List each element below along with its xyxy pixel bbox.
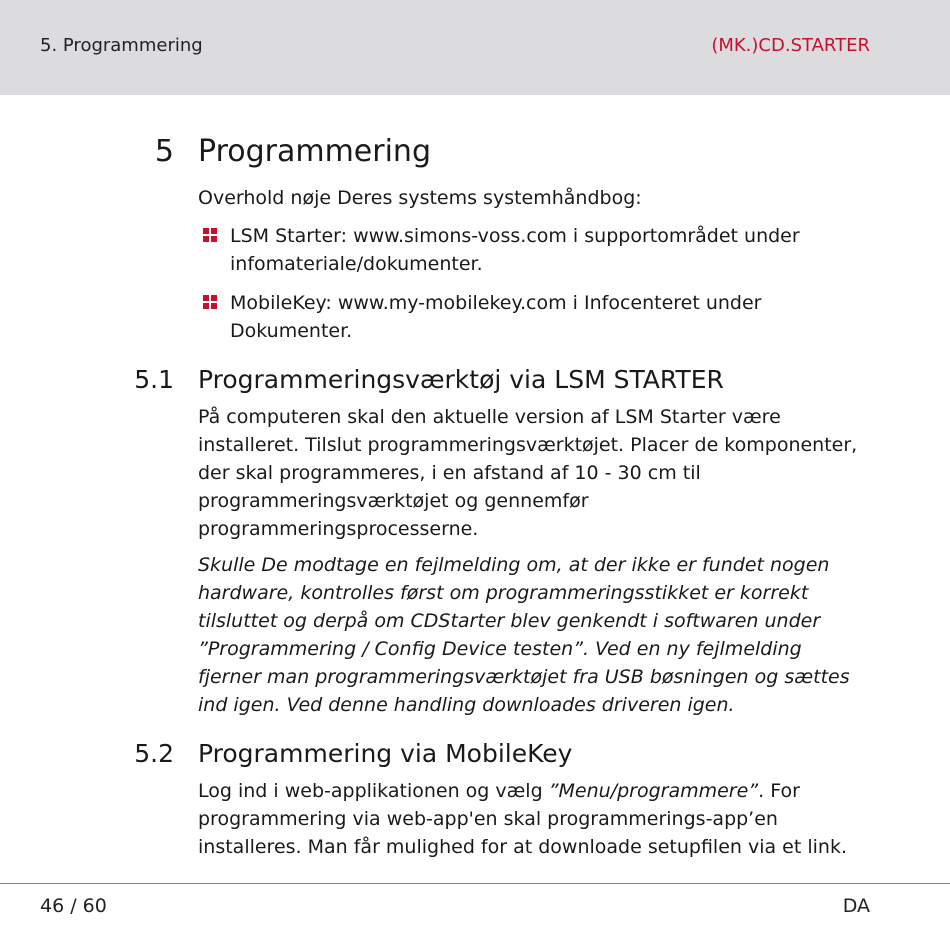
header-product-name: (MK.)CD.STARTER — [711, 35, 870, 56]
section-title: Programmering — [198, 134, 431, 169]
subsection-body: På computeren skal den aktuelle version af LSM Starter være installeret. Tilslut programmeringsværktøjet. Placer de komponenter, der skal programmeres, i en afstand af 10 - 30 cm til programmeringsværktøjet og gennemfør programmeringsprocesserne. — [198, 406, 858, 540]
subsection-heading-5-1 — [134, 363, 868, 397]
list-item — [198, 289, 868, 345]
red-square-bullet-icon — [203, 295, 217, 309]
reference-list — [198, 222, 868, 345]
subsection-number: 5.2 — [134, 739, 174, 768]
red-square-bullet-icon — [203, 228, 217, 242]
section-intro: Overhold nøje Deres systems systemhåndbog: — [198, 187, 642, 209]
subsection-heading-5-2 — [134, 737, 868, 771]
troubleshooting-note: Skulle De modtage en fejlmelding om, at der ikke er fundet nogen hardware, kontrolles først om programmeringsstikket er korrekt tilsluttet og derpå om CDStarter blev genkendt i softwaren under ”Programmering / Config Device testen”. Ved en ny fejlmelding fjerner man programmeringsværktøjet fra USB bøsningen og sættes ind igen. Ved denne handling downloades driveren igen. — [198, 554, 850, 716]
section-number: 5 — [154, 134, 174, 169]
language-code: DA — [842, 895, 870, 917]
section-heading — [154, 130, 868, 174]
subsection-number: 5.1 — [134, 365, 174, 394]
list-item-text: LSM Starter: www.simons-voss.com i supportområdet under infomateriale/dokumenter. — [230, 225, 800, 275]
body-text: . For programmering via web-app'en skal programmerings-app’en installeres. Man får mulighed for at downloade setupfilen via et link. — [198, 780, 848, 858]
subsection-title: Programmeringsværktøj via LSM STARTER — [198, 365, 724, 394]
footer-divider — [0, 883, 950, 884]
main-content — [134, 130, 868, 861]
menu-path: ”Menu/programmere” — [548, 780, 759, 802]
page-header — [0, 0, 950, 95]
page-number: 46 / 60 — [40, 895, 107, 917]
list-item-text: MobileKey: www.my-mobilekey.com i Infocenteret under Dokumenter. — [230, 292, 762, 342]
body-text: Log ind i web-applikationen og vælg — [198, 780, 549, 802]
header-section-label: 5. Programmering — [40, 35, 203, 56]
list-item — [198, 222, 868, 278]
subsection-body — [198, 777, 868, 861]
subsection-title: Programmering via MobileKey — [198, 739, 573, 768]
